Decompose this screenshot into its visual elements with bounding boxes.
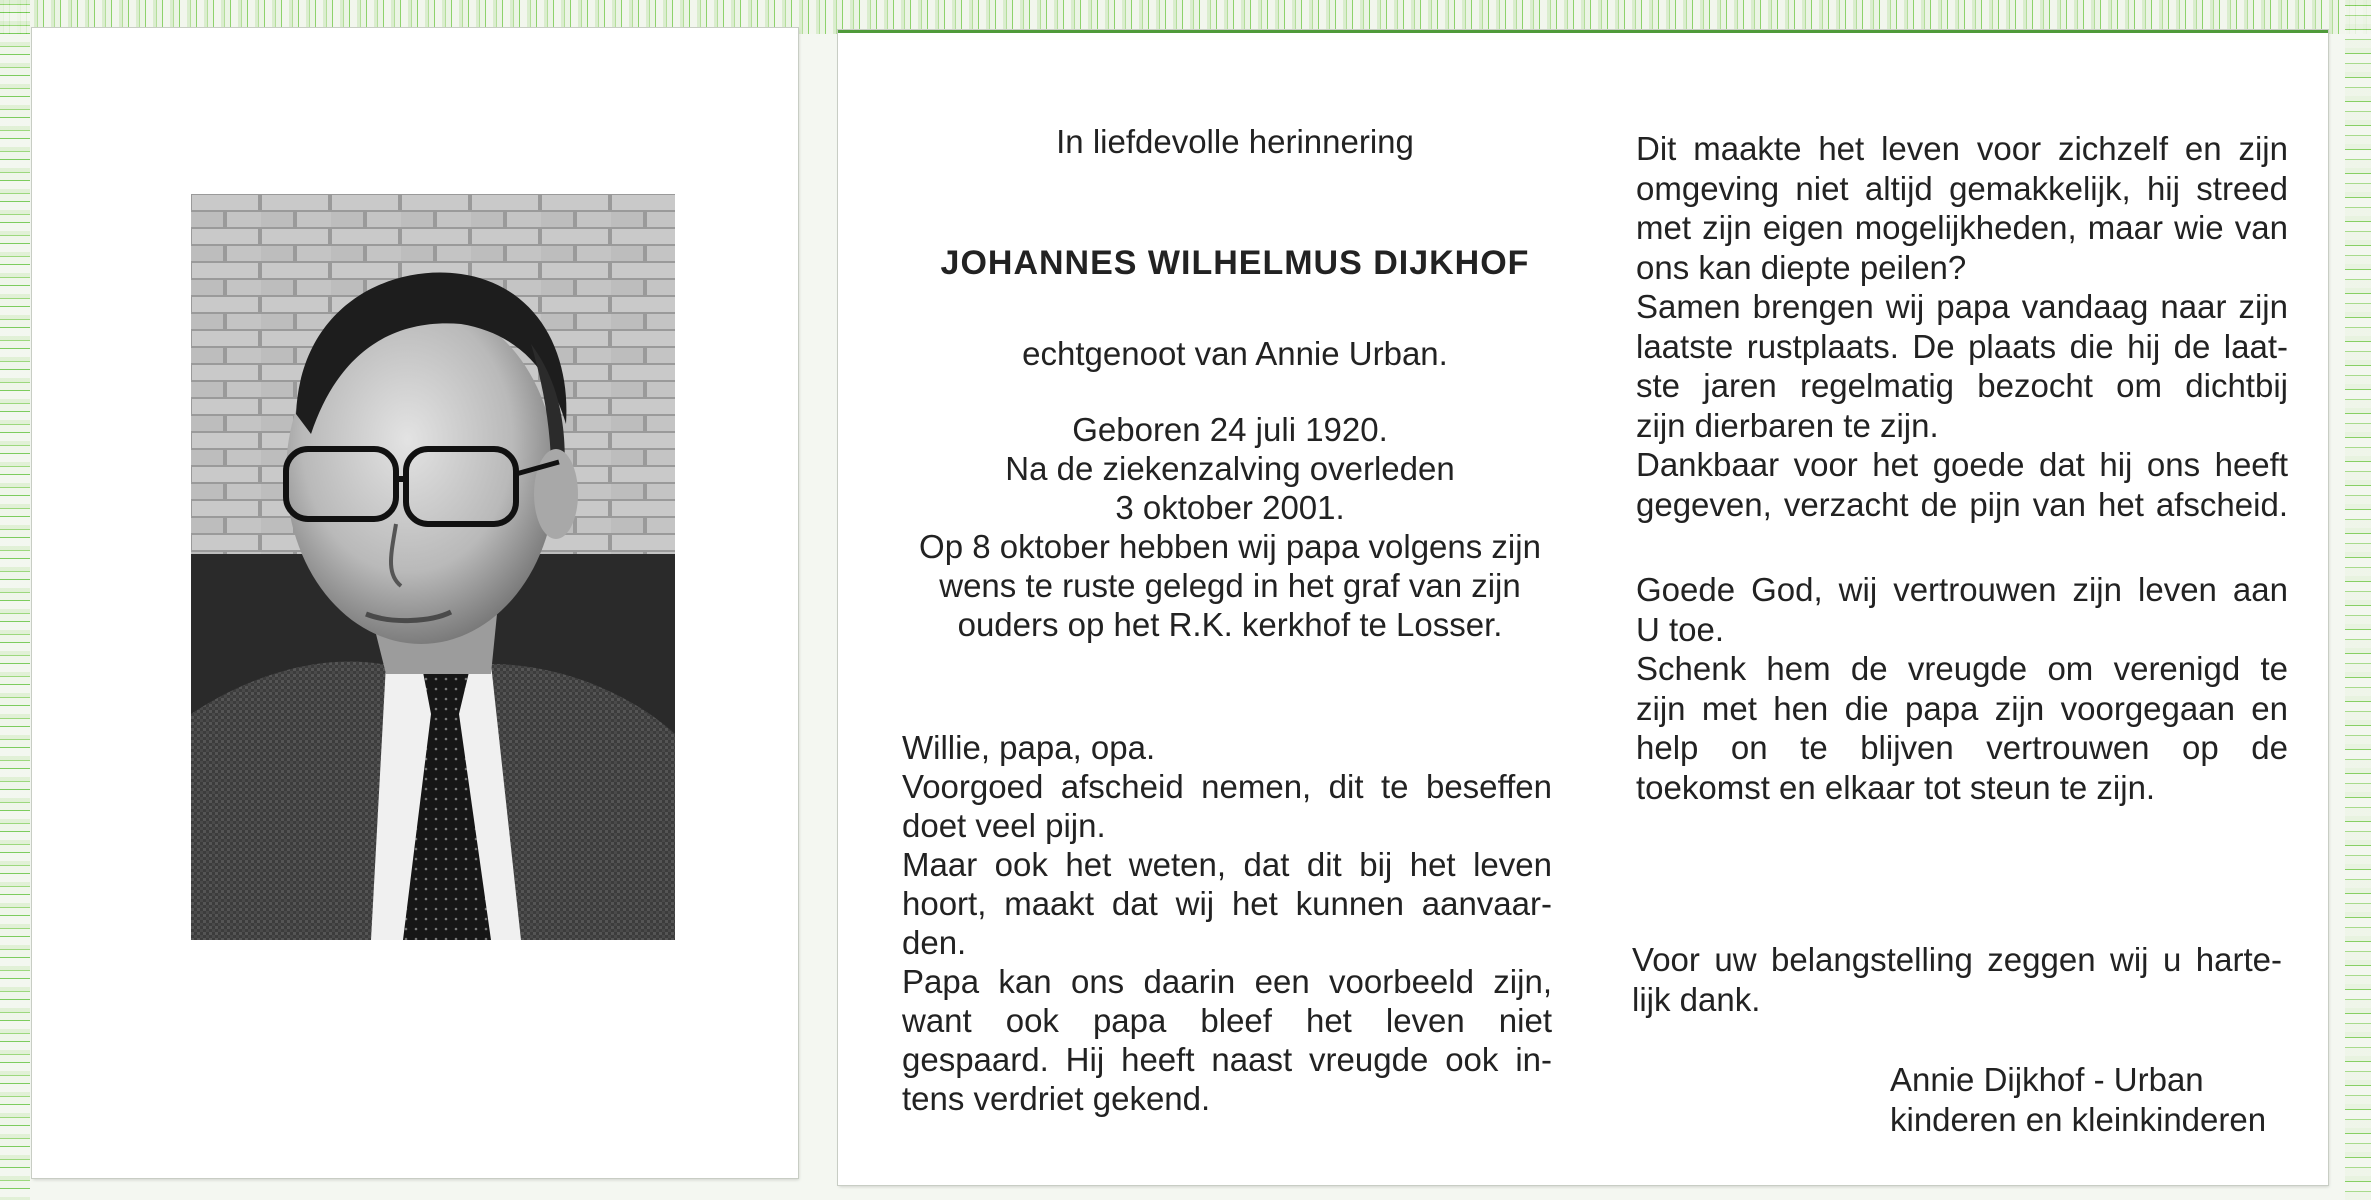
facts-line: Op 8 oktober hebben wij papa volgens zijn	[919, 528, 1541, 565]
poem-line: doet veel pijn.	[902, 807, 1106, 844]
scan-edge-left	[0, 0, 30, 1200]
portrait-icon	[191, 194, 675, 940]
poem-line: zijn dierbaren te zijn.	[1636, 406, 1939, 444]
poem-line: Dankbaar voor het goede dat hij ons heeft	[1636, 446, 2288, 483]
facts-line: 3 oktober 2001.	[1115, 489, 1345, 526]
portrait-photo	[191, 194, 675, 940]
signature-line: kinderen en kleinkinderen	[1890, 1101, 2267, 1138]
poem-line: gegeven, verzacht de pijn van het afscheid.	[1636, 485, 2288, 523]
poem-line: ste jaren regelmatig bezocht om dichtbij	[1636, 367, 2288, 404]
poem-line: Samen brengen wij papa vandaag naar zijn	[1636, 288, 2288, 325]
poem-line: zijn met hen die papa zijn voorgegaan en	[1636, 689, 2288, 727]
memorial-card-front	[32, 28, 798, 1178]
poem-line: Maar ook het weten, dat dit bij het leven	[902, 846, 1552, 883]
poem-line: toekomst en elkaar tot steun te zijn.	[1636, 768, 2156, 806]
poem-line: laatste rustplaats. De plaats die hij de laat-	[1636, 327, 2288, 365]
poem-line: tens verdriet gekend.	[902, 1080, 1211, 1117]
poem-right-part2	[1636, 570, 2288, 807]
poem-line: gespaard. Hij heeft naast vreugde ook in-	[902, 1041, 1552, 1078]
deceased-name: JOHANNES WILHELMUS DIJKHOF	[940, 244, 1530, 282]
poem-right-part1	[1636, 129, 2288, 524]
poem-line: hoort, maakt dat wij het kunnen aanvaar-	[902, 885, 1552, 922]
poem-line: Dit maakte het leven voor zichzelf en zijn	[1636, 130, 2288, 167]
poem-line: Willie, papa, opa.	[902, 729, 1156, 766]
scan-edge-right	[2345, 0, 2371, 1200]
thanks-line: lijk dank.	[1632, 981, 1761, 1018]
poem-line: den.	[902, 924, 967, 961]
poem-line: omgeving niet altijd gemakkelijk, hij streed	[1636, 169, 2288, 207]
poem-line: ons kan diepte peilen?	[1636, 248, 1967, 286]
spouse-line: echtgenoot van Annie Urban.	[1022, 335, 1448, 372]
poem-line: want ook papa bleef het leven niet	[902, 1002, 1552, 1039]
heading: In liefdevolle herinnering	[1056, 123, 1414, 160]
poem-line: help on te blijven vertrouwen op de	[1636, 729, 2288, 766]
poem-line: Goede God, wij vertrouwen zijn leven aan	[1636, 571, 2288, 608]
facts-line: ouders op het R.K. kerkhof te Losser.	[957, 606, 1503, 643]
facts-line: Na de ziekenzalving overleden	[1005, 450, 1455, 487]
poem-line: U toe.	[1636, 610, 1725, 648]
thanks	[1632, 940, 2282, 1020]
signature	[1890, 1060, 2290, 1140]
life-facts	[880, 410, 1580, 644]
poem-line: Papa kan ons daarin een voorbeeld zijn,	[902, 963, 1552, 1000]
facts-line: Geboren 24 juli 1920.	[1072, 411, 1388, 448]
poem-line: met zijn eigen mogelijkheden, maar wie van	[1636, 209, 2288, 246]
signature-line: Annie Dijkhof - Urban	[1890, 1061, 2204, 1098]
facts-line: wens te ruste gelegd in het graf van zijn	[939, 567, 1521, 604]
poem-left	[902, 728, 1552, 1118]
poem-line: Schenk hem de vreugde om verenigd te	[1636, 650, 2288, 687]
poem-line: Voorgoed afscheid nemen, dit te beseffen	[902, 768, 1552, 805]
thanks-line: Voor uw belangstelling zeggen wij u harte-	[1632, 941, 2282, 978]
